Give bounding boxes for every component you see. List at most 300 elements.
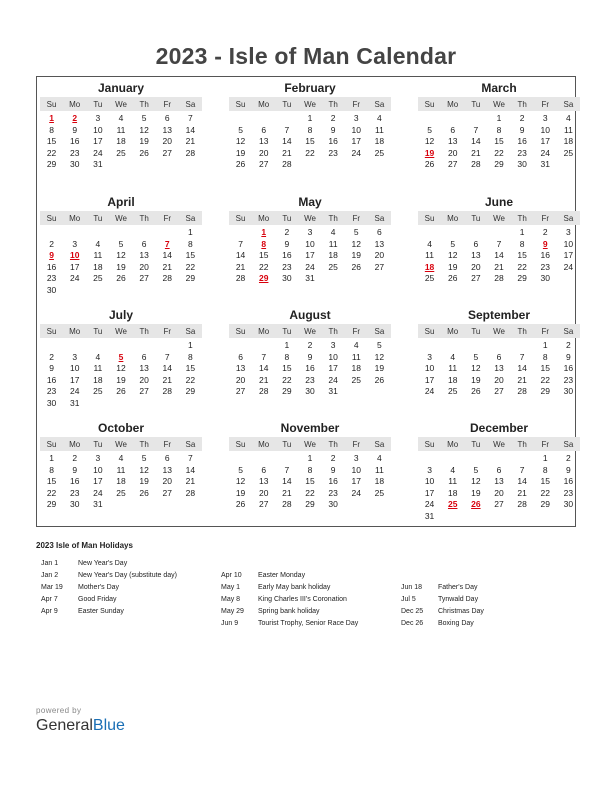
day-cell: 14 bbox=[185, 464, 196, 475]
day-cell: 2 bbox=[284, 227, 290, 237]
day-cell: 29 bbox=[185, 273, 196, 284]
day-cell: 1 bbox=[307, 453, 313, 463]
holiday-name: Easter Sunday bbox=[78, 608, 124, 615]
weekday-header bbox=[418, 324, 580, 338]
day-cell: 24 bbox=[424, 499, 435, 510]
weekday-label: We bbox=[304, 326, 316, 336]
day-cell: 11 bbox=[328, 238, 338, 249]
day-blank bbox=[133, 340, 156, 352]
day-cell: 14 bbox=[517, 476, 527, 487]
day-cell: 6 bbox=[141, 238, 147, 249]
month-june bbox=[418, 194, 580, 285]
day-cell: 8 bbox=[284, 351, 290, 362]
day-cell: 19 bbox=[235, 487, 246, 498]
day-cell: 10 bbox=[93, 124, 103, 135]
day-cell: 21 bbox=[517, 487, 527, 498]
day-cell: 19 bbox=[447, 261, 458, 272]
day-cell: 30 bbox=[282, 273, 292, 284]
weekday-label: Sa bbox=[185, 439, 196, 449]
day-blank bbox=[441, 113, 464, 125]
day-blank bbox=[63, 340, 86, 352]
day-cell: 28 bbox=[471, 159, 481, 170]
month-january bbox=[40, 80, 202, 171]
calendar-title: 2023 - Isle of Man Calendar bbox=[155, 43, 457, 69]
day-cell: 14 bbox=[517, 363, 527, 374]
day-cell: 1 bbox=[307, 113, 313, 123]
day-cell: 28 bbox=[517, 499, 527, 510]
day-cell: 22 bbox=[258, 261, 269, 272]
holiday-row bbox=[221, 582, 358, 594]
day-cell: 18 bbox=[447, 374, 458, 385]
weekday-label: Sa bbox=[563, 99, 574, 109]
weekday-label: Sa bbox=[185, 99, 196, 109]
weekday-header bbox=[40, 437, 202, 451]
day-cell: 18 bbox=[93, 374, 103, 385]
holiday-date: Jun 18 bbox=[401, 584, 423, 591]
day-cell: 7 bbox=[496, 238, 502, 249]
weekday-label: We bbox=[304, 99, 316, 109]
weekday-label: Th bbox=[328, 326, 338, 336]
day-cell: 15 bbox=[258, 250, 269, 261]
day-cell: 11 bbox=[375, 464, 384, 475]
holiday-name: Tynwald Day bbox=[438, 596, 479, 603]
day-blank bbox=[487, 227, 510, 239]
day-blank bbox=[441, 227, 464, 239]
day-cell: 1 bbox=[188, 227, 193, 237]
day-cell: 2 bbox=[542, 227, 548, 237]
day-cell: 17 bbox=[563, 250, 574, 261]
weekday-label: Mo bbox=[447, 99, 459, 109]
day-cell: 3 bbox=[72, 351, 78, 362]
day-cell: 20 bbox=[162, 476, 172, 487]
holiday-name: Christmas Day bbox=[438, 608, 484, 615]
day-cell: 10 bbox=[424, 363, 435, 374]
day-cell: 13 bbox=[235, 363, 246, 374]
day-cell: 10 bbox=[351, 124, 361, 135]
day-cell: 25 bbox=[93, 386, 103, 397]
day-cell: 27 bbox=[162, 487, 172, 498]
month-name: December bbox=[469, 421, 529, 435]
day-cell: 13 bbox=[162, 124, 172, 135]
weekday-label: Mo bbox=[69, 99, 81, 109]
day-cell: 18 bbox=[374, 136, 385, 147]
day-cell: 13 bbox=[471, 250, 481, 261]
day-cell: 15 bbox=[46, 476, 57, 487]
day-cell: 24 bbox=[540, 147, 550, 158]
day-cell: 17 bbox=[305, 250, 315, 261]
day-cell: 11 bbox=[116, 464, 126, 475]
day-cell: 18 bbox=[116, 136, 126, 147]
day-cell: 6 bbox=[377, 227, 382, 237]
day-cell: 28 bbox=[162, 273, 172, 284]
day-cell: 4 bbox=[353, 340, 359, 350]
day-cell: 17 bbox=[351, 476, 361, 487]
holiday-day: 19 bbox=[424, 147, 435, 158]
weekday-label: Th bbox=[139, 439, 149, 449]
weekday-label: Th bbox=[139, 326, 149, 336]
day-blank bbox=[418, 340, 441, 352]
holiday-date: Apr 9 bbox=[41, 608, 58, 615]
weekday-label: Tu bbox=[282, 213, 292, 223]
day-cell: 6 bbox=[164, 113, 170, 123]
day-cell: 7 bbox=[284, 124, 290, 135]
day-cell: 30 bbox=[46, 397, 57, 408]
day-cell: 25 bbox=[374, 147, 385, 158]
day-cell: 8 bbox=[49, 464, 54, 475]
day-cell: 1 bbox=[49, 453, 54, 463]
day-cell: 4 bbox=[118, 453, 124, 463]
day-cell: 29 bbox=[540, 499, 550, 510]
day-cell: 3 bbox=[307, 227, 313, 237]
day-cell: 25 bbox=[93, 273, 103, 284]
day-cell: 15 bbox=[494, 136, 504, 147]
holiday-day: 25 bbox=[447, 499, 458, 510]
day-blank bbox=[133, 227, 156, 239]
weekday-label: Th bbox=[517, 439, 527, 449]
day-cell: 16 bbox=[46, 261, 57, 272]
holiday-name: New Year's Day (substitute day) bbox=[78, 572, 177, 579]
day-cell: 12 bbox=[139, 124, 149, 135]
day-cell: 10 bbox=[351, 464, 361, 475]
day-cell: 9 bbox=[519, 124, 525, 135]
day-cell: 28 bbox=[517, 386, 527, 397]
day-cell: 5 bbox=[238, 124, 243, 135]
day-cell: 28 bbox=[235, 273, 246, 284]
day-cell: 18 bbox=[374, 476, 385, 487]
weekday-label: Su bbox=[424, 326, 435, 336]
day-cell: 19 bbox=[374, 363, 385, 374]
day-grid bbox=[418, 453, 580, 523]
day-cell: 25 bbox=[116, 147, 126, 158]
holiday-row bbox=[401, 582, 484, 594]
day-grid bbox=[418, 340, 580, 398]
day-cell: 15 bbox=[185, 363, 196, 374]
weekday-label: Mo bbox=[69, 213, 81, 223]
day-cell: 25 bbox=[563, 147, 574, 158]
day-cell: 28 bbox=[162, 386, 172, 397]
day-cell: 3 bbox=[542, 113, 548, 123]
weekday-label: We bbox=[304, 439, 316, 449]
weekday-label: Fr bbox=[352, 99, 361, 109]
day-cell: 12 bbox=[424, 136, 435, 147]
month-name: February bbox=[284, 81, 336, 95]
day-cell: 5 bbox=[141, 453, 147, 463]
day-cell: 2 bbox=[330, 113, 336, 123]
day-cell: 21 bbox=[517, 374, 527, 385]
day-cell: 22 bbox=[305, 487, 315, 498]
holiday-date: Jul 5 bbox=[401, 596, 416, 603]
day-cell: 24 bbox=[424, 386, 435, 397]
day-cell: 26 bbox=[235, 499, 246, 510]
holiday-column bbox=[221, 570, 358, 630]
day-cell: 19 bbox=[235, 147, 246, 158]
holiday-day: 5 bbox=[118, 351, 124, 362]
weekday-label: Su bbox=[46, 99, 57, 109]
day-grid bbox=[40, 227, 202, 297]
day-cell: 20 bbox=[494, 487, 504, 498]
day-cell: 25 bbox=[351, 374, 361, 385]
day-cell: 26 bbox=[116, 386, 126, 397]
holiday-row bbox=[401, 606, 484, 618]
day-cell: 4 bbox=[377, 453, 382, 463]
day-blank bbox=[464, 113, 487, 125]
month-august bbox=[229, 307, 391, 398]
day-cell: 4 bbox=[118, 113, 124, 123]
weekday-label: Th bbox=[139, 213, 149, 223]
day-blank bbox=[418, 227, 441, 239]
day-cell: 22 bbox=[46, 147, 57, 158]
month-name: May bbox=[298, 195, 322, 209]
holiday-date: Dec 25 bbox=[401, 608, 424, 615]
day-cell: 7 bbox=[519, 351, 525, 362]
day-cell: 23 bbox=[46, 273, 57, 284]
day-cell: 30 bbox=[540, 273, 550, 284]
weekday-label: Sa bbox=[563, 439, 574, 449]
day-cell: 20 bbox=[447, 147, 458, 158]
holiday-date: May 29 bbox=[221, 608, 244, 615]
day-cell: 16 bbox=[563, 476, 574, 487]
day-blank bbox=[40, 227, 63, 239]
day-cell: 2 bbox=[307, 340, 313, 350]
holiday-date: Jan 2 bbox=[41, 572, 59, 579]
month-name: October bbox=[97, 421, 144, 435]
day-cell: 26 bbox=[471, 386, 481, 397]
day-cell: 17 bbox=[69, 261, 80, 272]
day-cell: 14 bbox=[282, 476, 292, 487]
day-cell: 29 bbox=[282, 386, 292, 397]
day-cell: 11 bbox=[93, 250, 103, 261]
day-cell: 18 bbox=[351, 363, 361, 374]
day-grid bbox=[418, 113, 580, 171]
holiday-date: May 1 bbox=[221, 584, 241, 591]
day-cell: 3 bbox=[72, 238, 78, 249]
month-name: August bbox=[289, 308, 331, 322]
brand-blue: Blue bbox=[92, 717, 125, 734]
weekday-label: We bbox=[115, 213, 127, 223]
weekday-label: Mo bbox=[69, 326, 81, 336]
day-blank bbox=[487, 340, 510, 352]
holiday-date: Jun 9 bbox=[221, 620, 239, 627]
day-blank bbox=[229, 453, 252, 465]
day-cell: 19 bbox=[471, 487, 481, 498]
day-blank bbox=[109, 227, 132, 239]
holiday-name: Good Friday bbox=[78, 596, 117, 603]
day-cell: 3 bbox=[353, 113, 359, 123]
day-cell: 28 bbox=[185, 147, 196, 158]
weekday-label: Tu bbox=[282, 439, 292, 449]
day-cell: 12 bbox=[139, 464, 149, 475]
day-cell: 29 bbox=[185, 386, 196, 397]
day-cell: 30 bbox=[328, 499, 338, 510]
day-cell: 10 bbox=[563, 238, 574, 249]
day-cell: 17 bbox=[351, 136, 361, 147]
day-blank bbox=[418, 453, 441, 465]
month-name: March bbox=[481, 81, 517, 95]
month-july bbox=[40, 307, 202, 410]
day-blank bbox=[109, 340, 132, 352]
day-cell: 31 bbox=[540, 159, 550, 170]
day-cell: 27 bbox=[139, 273, 149, 284]
weekday-label: Fr bbox=[541, 99, 550, 109]
day-cell: 20 bbox=[494, 374, 504, 385]
day-cell: 3 bbox=[427, 464, 432, 475]
holidays-title: 2023 Isle of Man Holidays bbox=[36, 541, 133, 550]
day-cell: 17 bbox=[328, 363, 338, 374]
day-cell: 9 bbox=[307, 351, 313, 362]
day-cell: 16 bbox=[328, 476, 338, 487]
weekday-label: Fr bbox=[352, 326, 361, 336]
day-cell: 20 bbox=[258, 487, 269, 498]
day-cell: 29 bbox=[305, 499, 315, 510]
day-cell: 19 bbox=[471, 374, 481, 385]
day-cell: 11 bbox=[116, 124, 126, 135]
day-blank bbox=[511, 340, 534, 352]
day-cell: 3 bbox=[95, 453, 101, 463]
weekday-label: Su bbox=[235, 326, 246, 336]
day-blank bbox=[511, 453, 534, 465]
day-cell: 23 bbox=[517, 147, 527, 158]
day-cell: 7 bbox=[284, 464, 290, 475]
day-cell: 7 bbox=[188, 113, 193, 123]
weekday-label: Sa bbox=[563, 326, 574, 336]
day-cell: 27 bbox=[494, 386, 504, 397]
weekday-label: Fr bbox=[163, 213, 172, 223]
day-cell: 6 bbox=[238, 351, 243, 362]
day-cell: 12 bbox=[116, 250, 126, 261]
day-cell: 17 bbox=[93, 136, 103, 147]
day-cell: 24 bbox=[328, 374, 338, 385]
day-cell: 2 bbox=[566, 340, 571, 350]
day-cell: 20 bbox=[374, 250, 385, 261]
day-cell: 27 bbox=[494, 499, 504, 510]
day-cell: 18 bbox=[563, 136, 574, 147]
day-cell: 12 bbox=[471, 363, 481, 374]
day-cell: 12 bbox=[447, 250, 458, 261]
day-cell: 5 bbox=[450, 238, 456, 249]
holiday-day: 1 bbox=[261, 227, 267, 237]
day-cell: 6 bbox=[496, 351, 502, 362]
day-cell: 9 bbox=[566, 464, 571, 475]
day-cell: 24 bbox=[351, 147, 361, 158]
weekday-label: Tu bbox=[471, 326, 481, 336]
day-cell: 16 bbox=[46, 374, 57, 385]
day-cell: 29 bbox=[494, 159, 504, 170]
day-cell: 23 bbox=[563, 487, 574, 498]
day-cell: 2 bbox=[49, 351, 54, 362]
day-cell: 21 bbox=[162, 374, 172, 385]
weekday-label: Sa bbox=[563, 213, 574, 223]
day-cell: 26 bbox=[235, 159, 246, 170]
day-blank bbox=[487, 453, 510, 465]
weekday-label: Fr bbox=[541, 439, 550, 449]
day-cell: 22 bbox=[185, 374, 196, 385]
day-grid bbox=[229, 227, 391, 285]
weekday-label: We bbox=[493, 213, 505, 223]
day-cell: 4 bbox=[450, 351, 456, 362]
day-blank bbox=[464, 340, 487, 352]
weekday-label: Su bbox=[46, 213, 57, 223]
day-cell: 16 bbox=[69, 476, 80, 487]
day-cell: 9 bbox=[284, 238, 290, 249]
day-cell: 27 bbox=[258, 159, 269, 170]
weekday-label: We bbox=[115, 99, 127, 109]
day-cell: 8 bbox=[188, 351, 193, 362]
day-cell: 31 bbox=[424, 510, 435, 521]
day-cell: 18 bbox=[116, 476, 126, 487]
holiday-row bbox=[221, 618, 358, 630]
day-cell: 6 bbox=[261, 464, 267, 475]
day-cell: 4 bbox=[427, 238, 432, 249]
day-cell: 14 bbox=[185, 124, 196, 135]
day-cell: 22 bbox=[46, 487, 57, 498]
holiday-date: Mar 19 bbox=[41, 584, 63, 591]
day-cell: 23 bbox=[282, 261, 292, 272]
day-cell: 15 bbox=[282, 363, 292, 374]
weekday-label: Mo bbox=[447, 439, 459, 449]
day-cell: 2 bbox=[49, 238, 54, 249]
day-cell: 23 bbox=[563, 374, 574, 385]
day-cell: 11 bbox=[425, 250, 434, 261]
day-cell: 11 bbox=[375, 124, 384, 135]
day-cell: 4 bbox=[95, 351, 101, 362]
day-cell: 24 bbox=[351, 487, 361, 498]
weekday-label: Su bbox=[235, 99, 246, 109]
day-cell: 21 bbox=[471, 147, 481, 158]
weekday-label: Th bbox=[328, 99, 338, 109]
day-cell: 3 bbox=[330, 340, 336, 350]
day-cell: 26 bbox=[447, 273, 458, 284]
day-cell: 22 bbox=[517, 261, 527, 272]
day-cell: 18 bbox=[328, 250, 338, 261]
day-cell: 16 bbox=[282, 250, 292, 261]
holiday-row bbox=[401, 618, 484, 630]
month-name: September bbox=[467, 308, 531, 322]
day-cell: 17 bbox=[69, 374, 80, 385]
day-cell: 14 bbox=[494, 250, 504, 261]
day-cell: 24 bbox=[305, 261, 315, 272]
weekday-header bbox=[229, 324, 391, 338]
day-cell: 11 bbox=[351, 351, 361, 362]
day-cell: 19 bbox=[139, 476, 149, 487]
day-cell: 9 bbox=[72, 124, 78, 135]
day-cell: 26 bbox=[351, 261, 361, 272]
day-cell: 7 bbox=[261, 351, 267, 362]
day-blank bbox=[464, 227, 487, 239]
weekday-label: Su bbox=[424, 213, 435, 223]
weekday-header bbox=[229, 211, 391, 225]
day-blank bbox=[229, 340, 252, 352]
holiday-row bbox=[41, 606, 177, 618]
day-cell: 15 bbox=[305, 136, 315, 147]
day-cell: 5 bbox=[141, 113, 147, 123]
weekday-label: Tu bbox=[282, 326, 292, 336]
calendar-grid bbox=[36, 76, 576, 527]
day-blank bbox=[63, 227, 86, 239]
weekday-header bbox=[229, 97, 391, 111]
day-cell: 24 bbox=[563, 261, 574, 272]
day-cell: 13 bbox=[258, 136, 269, 147]
weekday-label: Th bbox=[517, 326, 527, 336]
weekday-label: Fr bbox=[163, 439, 172, 449]
day-cell: 9 bbox=[330, 124, 336, 135]
holiday-day: 26 bbox=[471, 499, 481, 510]
day-cell: 2 bbox=[330, 453, 336, 463]
day-cell: 8 bbox=[542, 464, 548, 475]
day-cell: 26 bbox=[139, 487, 149, 498]
day-blank bbox=[441, 453, 464, 465]
month-november bbox=[229, 420, 391, 511]
holiday-row bbox=[221, 594, 358, 606]
